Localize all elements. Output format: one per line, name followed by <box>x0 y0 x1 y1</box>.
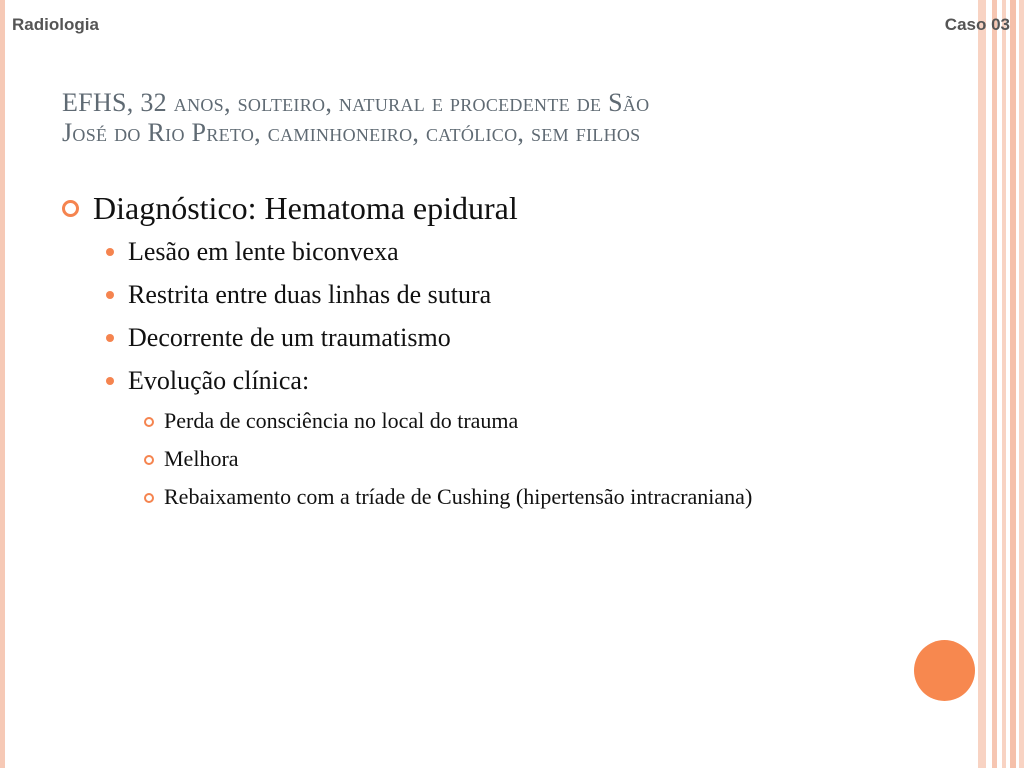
sub-bullet-text: Restrita entre duas linhas de sutura <box>128 279 492 309</box>
ring-bullet-icon <box>62 200 79 217</box>
stripe-2 <box>992 0 997 768</box>
small-ring-bullet-icon <box>144 455 154 465</box>
sub-bullet <box>62 316 882 359</box>
bullet-diagnosis <box>62 186 882 230</box>
stripe-1 <box>978 0 986 768</box>
header-case-label: Caso 03 <box>944 15 1010 34</box>
sub-sub-bullet <box>62 408 882 434</box>
title-line-2: José do Rio Preto, caminhoneiro, católico, sem filhos <box>62 118 641 147</box>
sub-sub-bullet-text: Rebaixamento com a tríade de Cushing (hipertensão intracraniana) <box>164 484 753 509</box>
sub-sub-bullet-text: Perda de consciência no local do trauma <box>164 408 519 433</box>
sub-bullet-text: Lesão em lente biconvexa <box>128 236 399 266</box>
title-line-1: EFHS, 32 anos, solteiro, natural e procedente de São <box>62 88 650 117</box>
dot-bullet-icon <box>106 248 114 256</box>
dot-bullet-icon <box>106 377 114 385</box>
sub-bullet-text: Evolução clínica: <box>128 365 310 395</box>
sub-sub-bullet <box>62 484 844 510</box>
sub-sub-bullet-text: Melhora <box>164 446 239 471</box>
sub-bullet <box>62 230 882 273</box>
small-ring-bullet-icon <box>144 493 154 503</box>
decorative-circle <box>914 640 975 701</box>
dot-bullet-icon <box>106 334 114 342</box>
bullet-list <box>62 186 882 522</box>
sub-sub-bullet <box>62 446 882 472</box>
stripe-3 <box>1002 0 1006 768</box>
header-course-label: Radiologia <box>12 15 99 34</box>
small-ring-bullet-icon <box>144 417 154 427</box>
right-decorative-stripes <box>978 0 1024 768</box>
sub-bullet <box>62 359 882 402</box>
dot-bullet-icon <box>106 291 114 299</box>
stripe-5 <box>1019 0 1024 768</box>
sub-bullet-text: Decorrente de um traumatismo <box>128 322 451 352</box>
sub-bullet <box>62 273 882 316</box>
slide-title <box>62 88 882 148</box>
bullet-text: Diagnóstico: Hematoma epidural <box>93 189 518 226</box>
left-border-bar <box>0 0 5 768</box>
stripe-4 <box>1010 0 1016 768</box>
